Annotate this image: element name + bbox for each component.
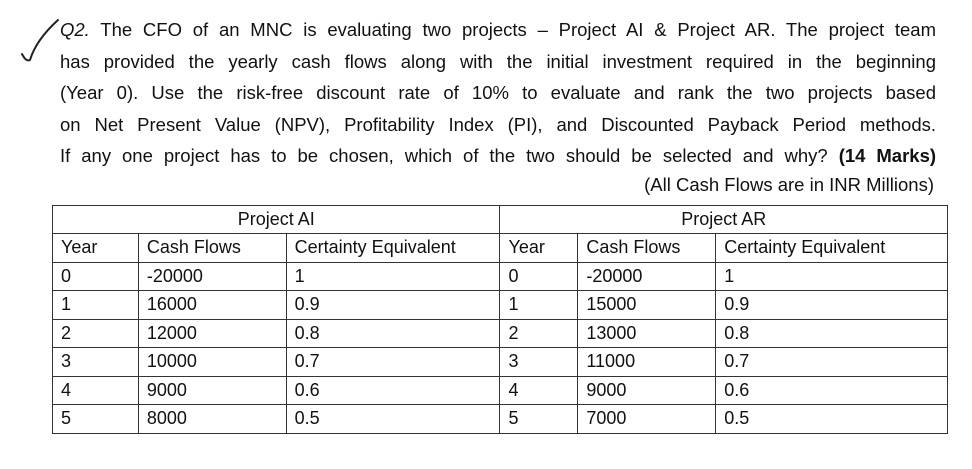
table-cell: 9000 bbox=[138, 376, 286, 405]
table-cell: 7000 bbox=[578, 405, 716, 434]
column-header: Cash Flows bbox=[138, 234, 286, 263]
table-cell: 12000 bbox=[138, 319, 286, 348]
question-text bbox=[60, 14, 936, 172]
table-cell: 1 bbox=[53, 291, 139, 320]
column-header: Certainty Equivalent bbox=[286, 234, 500, 263]
question-marks: (14 Marks) bbox=[838, 145, 937, 166]
table-cell: 0.7 bbox=[716, 348, 948, 377]
units-note: (All Cash Flows are in INR Millions) bbox=[644, 174, 934, 195]
table-row bbox=[53, 319, 948, 348]
table-cell: 13000 bbox=[578, 319, 716, 348]
question-line-2: has provided the yearly cash flows along with the initial investment required in the beginning bbox=[60, 50, 936, 72]
table-cell: 0.8 bbox=[286, 319, 500, 348]
table-cell: 0.9 bbox=[716, 291, 948, 320]
table-cell: 9000 bbox=[578, 376, 716, 405]
table-cell: 8000 bbox=[138, 405, 286, 434]
table-cell: 2 bbox=[500, 319, 578, 348]
table-cell: 0.6 bbox=[286, 376, 500, 405]
table-row bbox=[53, 376, 948, 405]
table-cell: 10000 bbox=[138, 348, 286, 377]
table-cell: 5 bbox=[53, 405, 139, 434]
table-row bbox=[53, 348, 948, 377]
table-cell: 0 bbox=[500, 262, 578, 291]
question-line-4: on Net Present Value (NPV), Profitability Index (PI), and Discounted Payback Period methods. bbox=[60, 113, 936, 135]
table-cell: 11000 bbox=[578, 348, 716, 377]
table-row bbox=[53, 291, 948, 320]
table-cell: 15000 bbox=[578, 291, 716, 320]
question-line-1: Q2. The CFO of an MNC is evaluating two projects – Project AI & Project AR. The project team bbox=[60, 19, 936, 40]
table-cell: 0 bbox=[53, 262, 139, 291]
table-cell: 1 bbox=[286, 262, 500, 291]
question-line-5: If any one project has to be chosen, which of the two should be selected and why? (14 Marks) bbox=[60, 145, 937, 166]
table-cell: 16000 bbox=[138, 291, 286, 320]
table-cell: 4 bbox=[53, 376, 139, 405]
project-header-row bbox=[53, 206, 948, 234]
table-cell: 3 bbox=[53, 348, 139, 377]
table-cell: 0.8 bbox=[716, 319, 948, 348]
table-cell: -20000 bbox=[578, 262, 716, 291]
table-cell: 5 bbox=[500, 405, 578, 434]
column-header: Year bbox=[500, 234, 578, 263]
column-header-row bbox=[53, 234, 948, 263]
table-row bbox=[53, 262, 948, 291]
table-row bbox=[53, 405, 948, 434]
table-cell: 0.7 bbox=[286, 348, 500, 377]
column-header: Cash Flows bbox=[578, 234, 716, 263]
table-cell: 1 bbox=[500, 291, 578, 320]
project-ar-header: Project AR bbox=[500, 206, 948, 234]
project-ai-header: Project AI bbox=[53, 206, 500, 234]
table-cell: 0.5 bbox=[716, 405, 948, 434]
table-cell: -20000 bbox=[138, 262, 286, 291]
column-header: Year bbox=[53, 234, 139, 263]
column-header: Certainty Equivalent bbox=[716, 234, 948, 263]
table-cell: 0.9 bbox=[286, 291, 500, 320]
table-cell: 1 bbox=[716, 262, 948, 291]
cash-flow-table bbox=[52, 205, 948, 434]
table-cell: 3 bbox=[500, 348, 578, 377]
table-cell: 4 bbox=[500, 376, 578, 405]
table-cell: 2 bbox=[53, 319, 139, 348]
table-cell: 0.5 bbox=[286, 405, 500, 434]
question-line-3: (Year 0). Use the risk-free discount rate of 10% to evaluate and rank the two projects based bbox=[60, 82, 936, 103]
table-cell: 0.6 bbox=[716, 376, 948, 405]
question-number: Q2. bbox=[60, 19, 90, 40]
